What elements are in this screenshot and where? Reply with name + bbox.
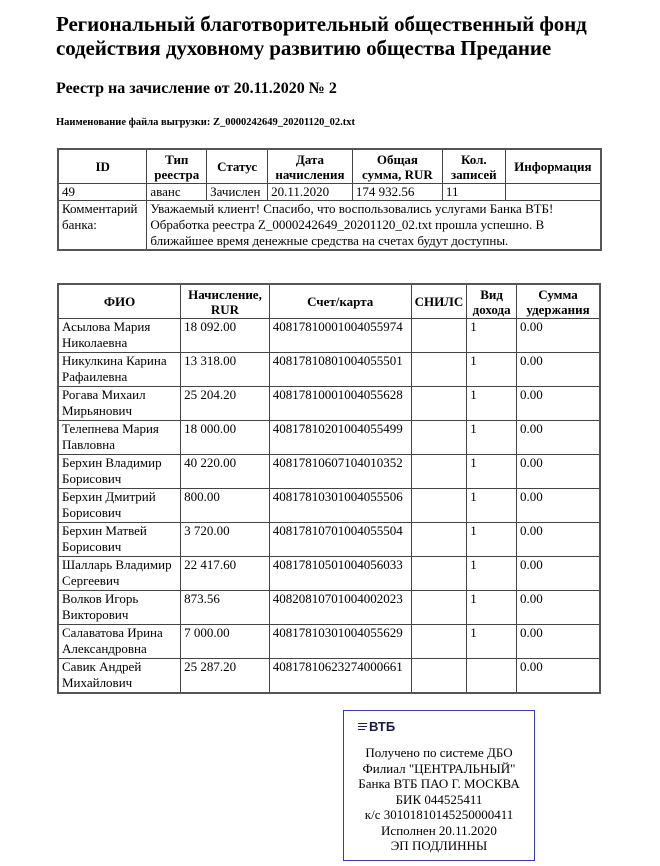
stamp-line: БИК 044525411 [395,791,483,807]
bank-comment-row [58,201,601,251]
registry-count: 11 [442,184,505,201]
payment-snils [411,455,467,489]
header-snils: СНИЛС [411,284,467,319]
registry-type: аванс [147,184,207,201]
header-full-name: ФИО [58,284,181,319]
payment-account: 40817810001004055974 [269,319,411,353]
header-information: Информация [505,149,601,184]
payment-full-name: Рогава Михаил Мирьянович [58,387,181,421]
payment-full-name: Савик Андрей Михайлович [58,659,181,694]
bank-comment-label: Комментарий банка: [58,201,147,251]
payment-deduction: 0.00 [517,523,600,557]
payment-full-name: Асылова Мария Николаевна [58,319,181,353]
payment-account: 40817810623274000661 [269,659,411,694]
header-account: Счет/карта [269,284,411,319]
stamp-text [344,745,534,854]
header-accrual: Начисление, RUR [181,284,270,319]
payment-snils [411,523,467,557]
table-row [58,421,600,455]
payment-full-name: Никулкина Карина Рафаилевна [58,353,181,387]
payment-income-type: 1 [467,421,517,455]
payment-snils [411,387,467,421]
payment-snils [411,557,467,591]
payment-snils [411,489,467,523]
export-filename: Наименование файла выгрузки: Z_0000242649_20201120_02.txt [56,117,356,128]
organization-title: Региональный благотворительный общественный фонд содействия духовному развитию общества Предание [56,12,587,60]
table-row [58,557,600,591]
payment-snils [411,319,467,353]
payment-deduction: 0.00 [517,625,600,659]
header-id: ID [58,149,147,184]
vtb-logo-text: ВТБ [369,719,396,734]
registry-summary-table [57,148,602,251]
table-row [58,489,600,523]
payment-income-type: 1 [467,455,517,489]
payments-header-row [58,284,600,319]
payment-amount: 13 318.00 [181,353,270,387]
payment-amount: 18 000.00 [181,421,270,455]
payment-account: 40817810701004055504 [269,523,411,557]
payment-deduction: 0.00 [517,421,600,455]
payment-snils [411,421,467,455]
header-income-type: Вид дохода [467,284,517,319]
payment-amount: 25 287.20 [181,659,270,694]
stamp-line: Исполнен 20.11.2020 [381,822,497,838]
vtb-logo [358,719,395,734]
payment-snils [411,353,467,387]
header-accrual-date: Дата начисления [268,149,353,184]
header-status: Статус [207,149,268,184]
bank-comment-text: Уважаемый клиент! Спасибо, что воспользовались услугами Банка ВТБ! Обработка реестра Z_0000242649_20201120_02.txt прошла успешно. В ближайшее время денежные средства на счетах будут доступны. [147,201,601,251]
payment-deduction: 0.00 [517,455,600,489]
registry-data-row [58,184,601,201]
table-row [58,625,600,659]
payment-income-type: 1 [467,353,517,387]
table-row [58,353,600,387]
header-total-amount: Общая сумма, RUR [352,149,442,184]
payment-income-type [467,659,517,694]
stamp-line: Банка ВТБ ПАО Г. МОСКВА [358,776,520,791]
payment-full-name: Салаватова Ирина Александровна [58,625,181,659]
table-row [58,387,600,421]
payment-deduction: 0.00 [517,319,600,353]
payment-full-name: Берхин Матвей Борисович [58,523,181,557]
registry-header-row [58,149,601,184]
registry-total: 174 932.56 [352,184,442,201]
payment-income-type: 1 [467,319,517,353]
registry-date: 20.11.2020 [268,184,353,201]
registry-id: 49 [58,184,147,201]
payment-income-type: 1 [467,557,517,591]
payment-amount: 800.00 [181,489,270,523]
stamp-line: ЭП ПОДЛИННЫ [390,838,488,853]
payment-full-name: Шалларь Владимир Сергеевич [58,557,181,591]
payment-amount: 22 417.60 [181,557,270,591]
header-deduction: Сумма удержания [517,284,600,319]
payment-amount: 7 000.00 [181,625,270,659]
registry-info [505,184,601,201]
stamp-line: Получено по системе ДБО [365,745,513,760]
stamp-line: Филиал "ЦЕНТРАЛЬНЫЙ" [362,760,516,776]
table-row [58,591,600,625]
payment-account: 40817810801004055501 [269,353,411,387]
table-row [58,455,600,489]
stamp-line: к/с 30101810145250000411 [364,807,514,822]
table-row [58,659,600,694]
payment-full-name: Телепнева Мария Павловна [58,421,181,455]
payment-deduction: 0.00 [517,659,600,694]
payment-account: 40817810607104010352 [269,455,411,489]
payment-account: 40817810501004056033 [269,557,411,591]
payment-account: 40817810301004055506 [269,489,411,523]
table-row [58,319,600,353]
payment-amount: 40 220.00 [181,455,270,489]
payment-full-name: Берхин Дмитрий Борисович [58,489,181,523]
payment-deduction: 0.00 [517,591,600,625]
payment-income-type: 1 [467,625,517,659]
payment-amount: 873.56 [181,591,270,625]
payment-full-name: Берхин Владимир Борисович [58,455,181,489]
payment-income-type: 1 [467,489,517,523]
payment-snils [411,625,467,659]
payment-account: 40817810301004055629 [269,625,411,659]
payment-account: 40817810201004055499 [269,421,411,455]
payment-income-type: 1 [467,591,517,625]
payment-account: 40817810001004055628 [269,387,411,421]
table-row [58,523,600,557]
payment-deduction: 0.00 [517,489,600,523]
payment-income-type: 1 [467,387,517,421]
payment-deduction: 0.00 [517,557,600,591]
payment-deduction: 0.00 [517,353,600,387]
payment-account: 40820810701004002023 [269,591,411,625]
payments-table [57,283,601,694]
payment-amount: 25 204.20 [181,387,270,421]
payment-amount: 18 092.00 [181,319,270,353]
payment-full-name: Волков Игорь Викторович [58,591,181,625]
payment-income-type: 1 [467,523,517,557]
header-record-count: Кол. записей [442,149,505,184]
payment-snils [411,659,467,694]
bank-stamp [343,710,535,861]
registry-subtitle: Реестр на зачисление от 20.11.2020 № 2 [56,80,337,97]
vtb-logo-icon [358,722,367,732]
header-registry-type: Тип реестра [147,149,207,184]
payment-snils [411,591,467,625]
payment-deduction: 0.00 [517,387,600,421]
registry-status: Зачислен [207,184,268,201]
payment-amount: 3 720.00 [181,523,270,557]
